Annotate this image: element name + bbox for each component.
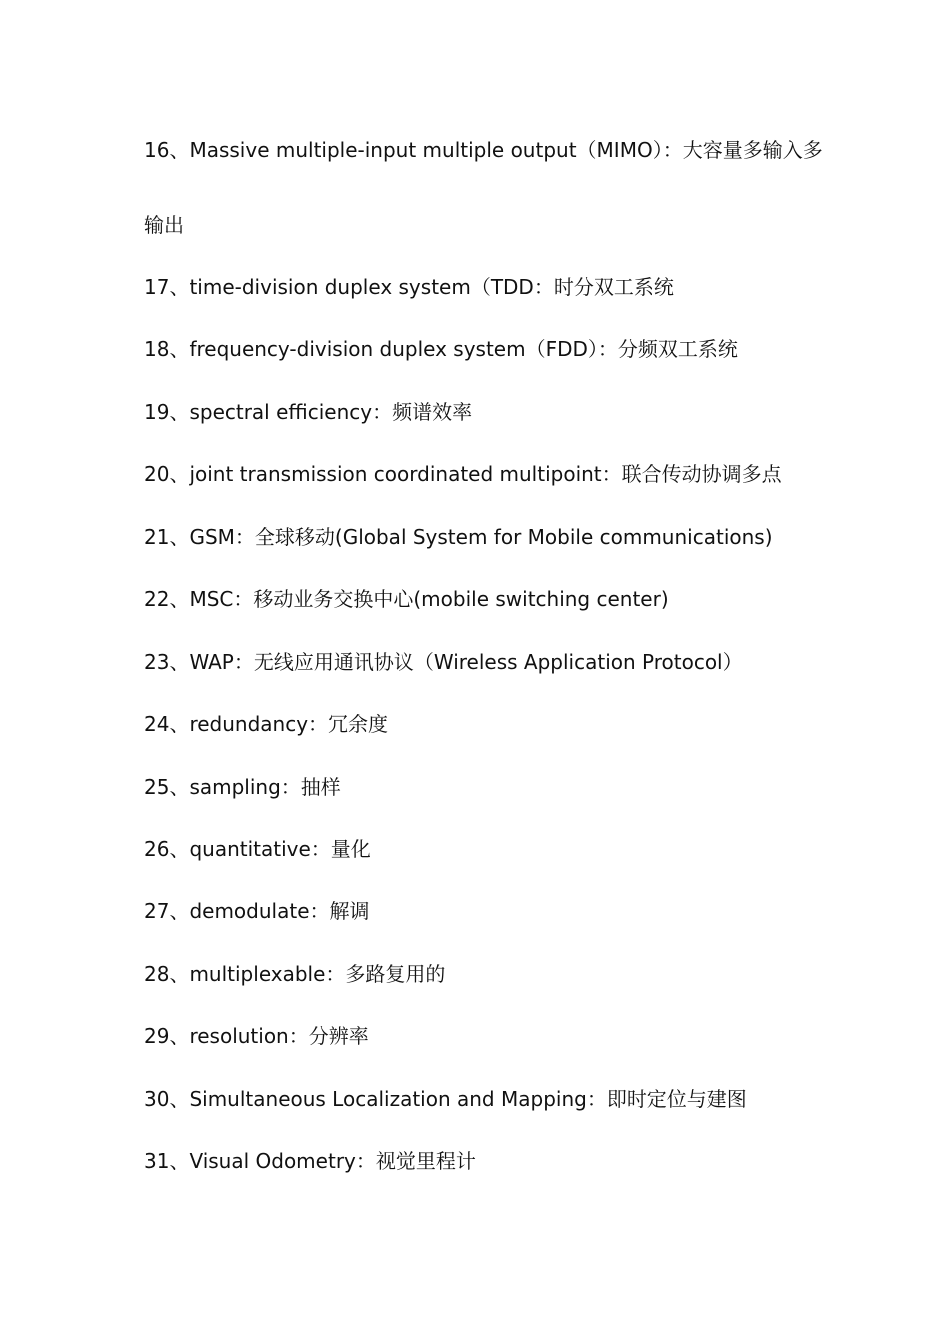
- term-entry-23: 23、WAP：无线应用通讯协议（Wireless Application Protocol）: [144, 650, 743, 674]
- term-entry-22: 22、MSC：移动业务交换中心(mobile switching center): [144, 587, 669, 611]
- term-entry-31: 31、Visual Odometry：视觉里程计: [144, 1149, 476, 1173]
- term-entry-29: 29、resolution：分辨率: [144, 1024, 369, 1048]
- term-entry-28: 28、multiplexable：多路复用的: [144, 962, 446, 986]
- term-entry-27: 27、demodulate：解调: [144, 899, 370, 923]
- term-entry-26: 26、quantitative：量化: [144, 837, 371, 861]
- term-entry-16-continued: 输出: [144, 213, 184, 237]
- term-entry-16: 16、Massive multiple-input multiple output（MIMO）：大容量多输入多: [144, 138, 823, 162]
- term-entry-21: 21、GSM：全球移动(Global System for Mobile communications): [144, 525, 773, 549]
- term-entry-25: 25、sampling：抽样: [144, 775, 341, 799]
- term-entry-30: 30、Simultaneous Localization and Mapping：即时定位与建图: [144, 1087, 747, 1111]
- term-entry-19: 19、spectral efficiency：频谱效率: [144, 400, 473, 424]
- term-entry-20: 20、joint transmission coordinated multipoint：联合传动协调多点: [144, 462, 782, 486]
- term-entry-18: 18、frequency-division duplex system（FDD）：分频双工系统: [144, 337, 738, 361]
- term-entry-17: 17、time-division duplex system（TDD：时分双工系统: [144, 275, 674, 299]
- term-entry-24: 24、redundancy：冗余度: [144, 712, 389, 736]
